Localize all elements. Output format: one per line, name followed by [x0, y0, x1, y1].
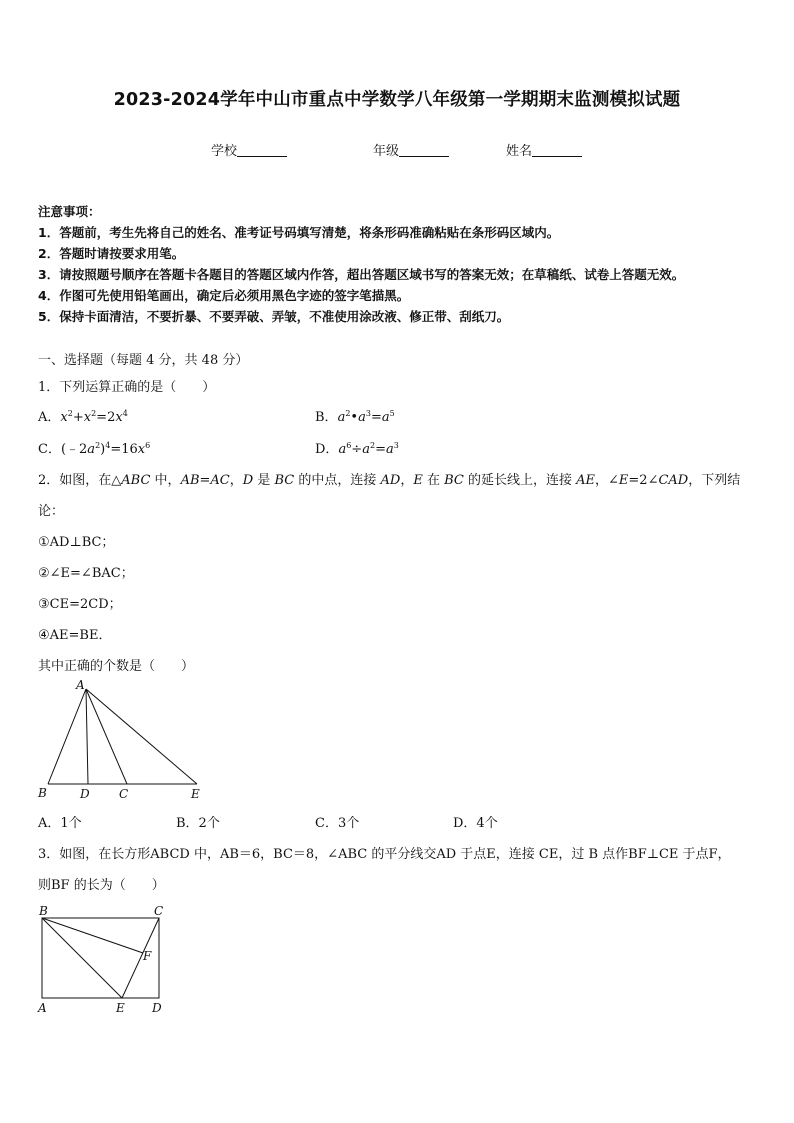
label-f: F: [143, 949, 152, 963]
label-d: D: [152, 1001, 162, 1015]
label-c: C: [154, 904, 164, 918]
q2-option-a: A．1个: [38, 816, 82, 831]
line-bf: [42, 918, 143, 953]
label-e: E: [191, 787, 200, 801]
notice-item: 4．作图可先使用铅笔画出，确定后必须用黑色字迹的签字笔描黑。: [38, 288, 410, 303]
grade-blank: [399, 143, 449, 157]
q3-stem-cont: 则BF 的长为（ ）: [38, 878, 165, 893]
grade-field: [373, 140, 449, 159]
q2-question: 其中正确的个数是（ ）: [38, 659, 195, 674]
q2-figure: [30, 676, 220, 804]
notice-heading: 注意事项：: [38, 204, 101, 219]
q2-statement: ③CE=2CD；: [38, 597, 122, 612]
name-field: [506, 140, 582, 159]
q2-option-b: B．2个: [176, 816, 220, 831]
line-ce: [122, 918, 159, 998]
line-ad: [86, 689, 88, 784]
name-blank: [532, 143, 582, 157]
grade-label: 年级: [373, 144, 400, 159]
q3-stem: 3．如图，在长方形ABCD 中，AB＝6，BC＝8，∠ABC 的平分线交AD 于点E，连接 CE，过 B 点作BF⊥CE 于点F，: [38, 847, 731, 862]
q1-option-b: B．$a^2•a^3=a^5$: [315, 409, 395, 425]
line-ae: [86, 689, 197, 784]
q2-statement: ④AE=BE．: [38, 628, 112, 643]
label-a: A: [38, 1001, 47, 1015]
rectangle-abcd: [42, 918, 159, 998]
notice-item: 3．请按照题号顺序在答题卡各题目的答题区域内作答，超出答题区域书写的答案无效；在草稿纸、试卷上答题无效。: [38, 267, 685, 282]
section-heading: 一、选择题（每题 4 分，共 48 分）: [38, 353, 249, 368]
label-e: E: [116, 1001, 125, 1015]
notice-item: 1．答题前，考生先将自己的姓名、准考证号码填写清楚，将条形码准确粘贴在条形码区域内。: [38, 225, 560, 240]
q1-stem: 1．下列运算正确的是（ ）: [38, 380, 216, 395]
q2-option-c: C．3个: [315, 816, 360, 831]
line-ab: [48, 689, 86, 784]
label-d: D: [80, 787, 90, 801]
q1-option-d: D．$a^6\div a^2=a^3$: [315, 441, 399, 457]
q2-statement: ①AD⊥BC；: [38, 535, 115, 550]
label-c: C: [119, 787, 129, 801]
notice-item: 5．保持卡面清洁，不要折暴、不要弄破、弄皱，不准使用涂改液、修正带、刮纸刀。: [38, 309, 510, 324]
q3-figure: [30, 900, 180, 1020]
q2-option-d: D．4个: [453, 816, 498, 831]
q2-statement: ②∠E=∠BAC；: [38, 566, 134, 581]
page-title: 2023-2024学年中山市重点中学数学八年级第一学期期末监测模拟试题: [113, 90, 681, 110]
label-a: A: [76, 678, 85, 692]
q1-option-a: A．$x^2+x^2=2x^4$: [38, 409, 128, 425]
school-label: 学校: [211, 144, 238, 159]
label-b: B: [39, 904, 48, 918]
line-be: [42, 918, 122, 998]
name-label: 姓名: [506, 144, 533, 159]
notice-item: 2．答题时请按要求用笔。: [38, 246, 185, 261]
school-blank: [237, 143, 287, 157]
q1-option-c: C．$(﹣2a^2)^4=16x^6$: [38, 441, 151, 457]
q2-stem: 2．如图，在△ABC 中，AB=AC，D 是 BC 的中点，连接 AD，E 在 BC 的延长线上，连接 AE，∠E=2∠CAD，下列结: [38, 473, 741, 488]
q2-stem-cont: 论：: [38, 504, 65, 519]
school-field: [211, 140, 287, 159]
label-b: B: [38, 786, 47, 800]
line-ac: [86, 689, 127, 784]
